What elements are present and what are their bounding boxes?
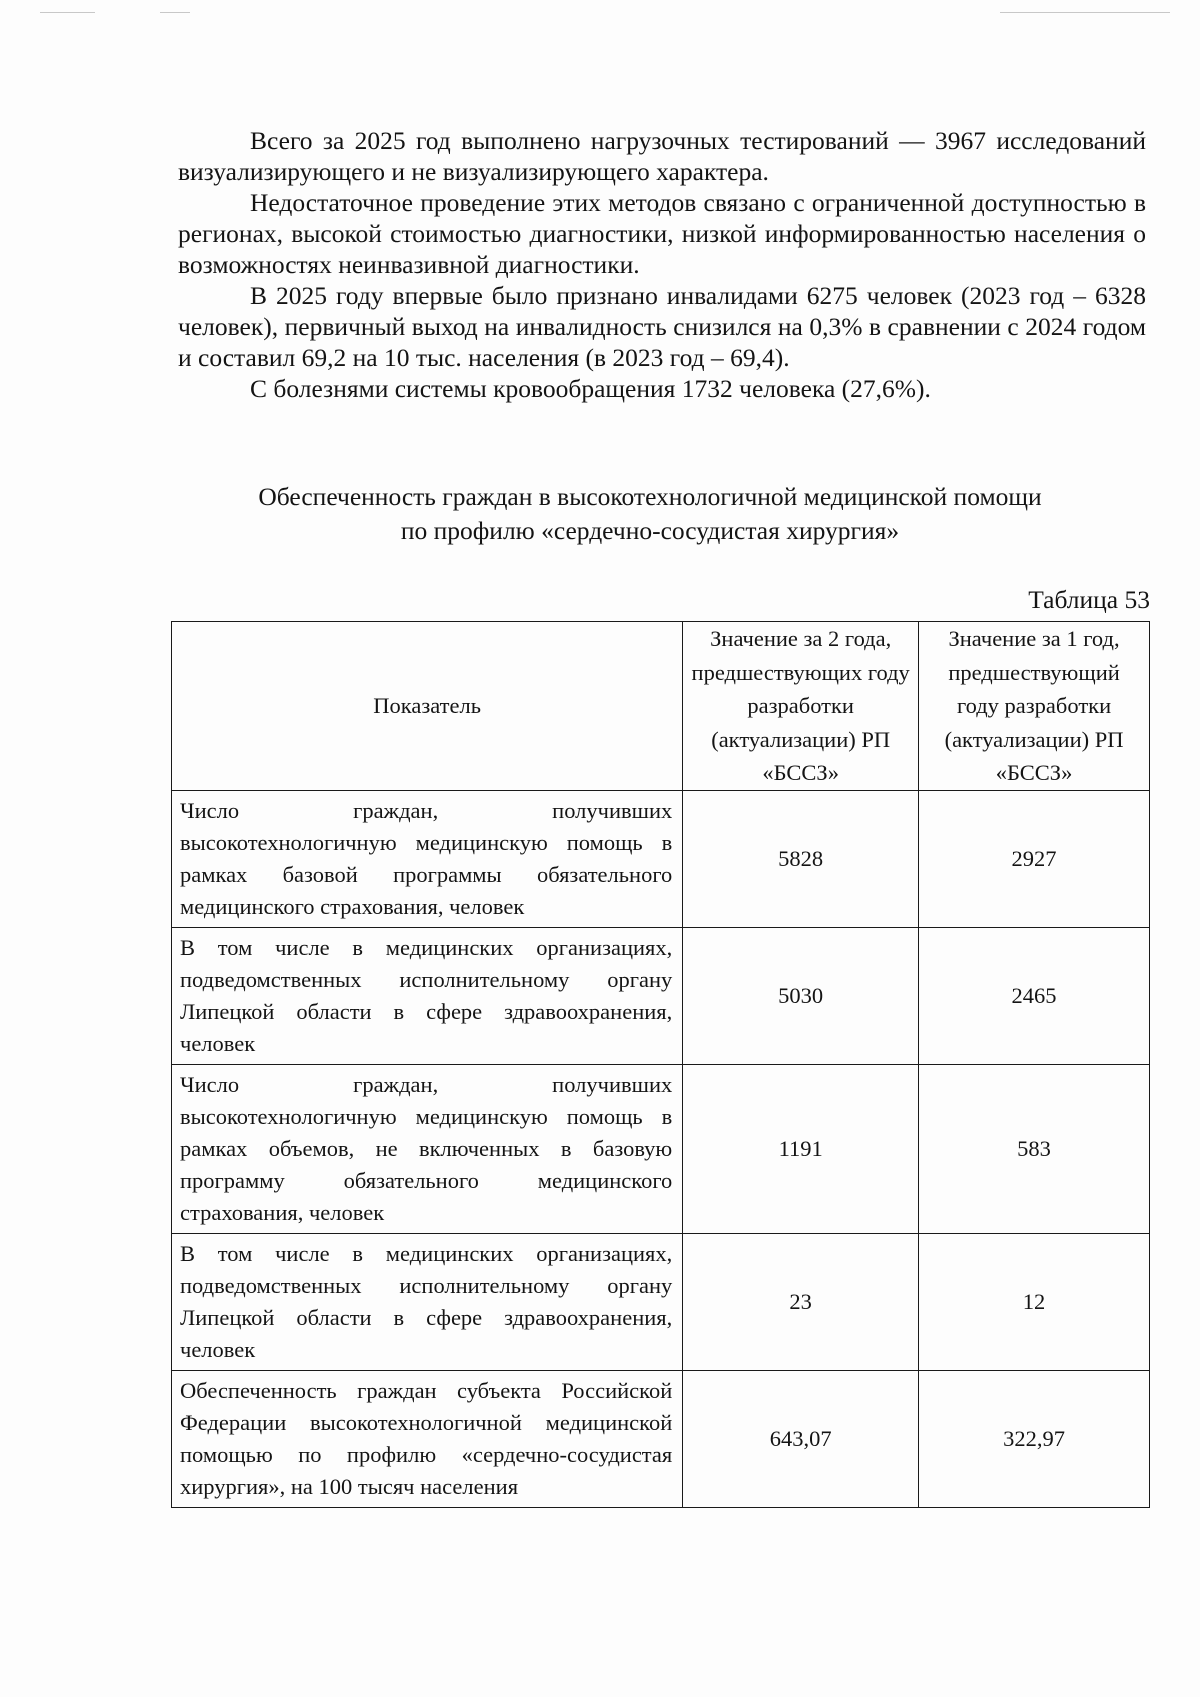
indicator-cell: В том числе в медицинских организациях, подведомственных исполнительному органу Липецкой области в сфере здравоохранения, человек bbox=[172, 1233, 683, 1370]
paragraph: Недостаточное проведение этих методов связано с ограниченной доступностью в регионах, высокой стоимостью диагностики, низкой информированностью населения о возможностях неинвазивной диагностики. bbox=[178, 188, 1146, 279]
scan-artifact bbox=[160, 12, 190, 13]
table-number: Таблица 53 bbox=[1028, 585, 1150, 614]
value-two-years: 5030 bbox=[683, 927, 919, 1064]
indicator-cell: В том числе в медицинских организациях, подведомственных исполнительному органу Липецкой области в сфере здравоохранения, человек bbox=[172, 927, 683, 1064]
value-one-year: 2465 bbox=[919, 927, 1150, 1064]
table-row bbox=[172, 790, 1150, 927]
table-row bbox=[172, 1064, 1150, 1233]
table-row bbox=[172, 1370, 1150, 1507]
header-one-year: Значение за 1 год, предшествующий году разработки (актуализации) РП «БССЗ» bbox=[919, 622, 1150, 791]
value-two-years: 23 bbox=[683, 1233, 919, 1370]
value-one-year: 2927 bbox=[919, 790, 1150, 927]
paragraph: В 2025 году впервые было признано инвалидами 6275 человек (2023 год – 6328 человек), первичный выход на инвалидность снизился на 0,3% в сравнении с 2024 годом и составил 69,2 на 10 тыс. населения (в 2023 год – 69,4). bbox=[178, 281, 1146, 372]
value-one-year: 583 bbox=[919, 1064, 1150, 1233]
indicator-cell: Обеспеченность граждан субъекта Российской Федерации высокотехнологичной медицинской помощью по профилю «сердечно-сосудистая хирургия», на 100 тысяч населения bbox=[172, 1370, 683, 1507]
paragraph: Всего за 2025 год выполнено нагрузочных тестирований — 3967 исследований визуализирующего и не визуализирующего характера. bbox=[178, 126, 1146, 186]
body-text bbox=[178, 125, 1146, 404]
value-one-year: 12 bbox=[919, 1233, 1150, 1370]
section-title bbox=[150, 480, 1150, 548]
value-two-years: 643,07 bbox=[683, 1370, 919, 1507]
table-header-row bbox=[172, 622, 1150, 791]
value-two-years: 1191 bbox=[683, 1064, 919, 1233]
paragraph: С болезнями системы кровообращения 1732 человека (27,6%). bbox=[250, 374, 931, 403]
header-two-years: Значение за 2 года, предшествующих году разработки (актуализации) РП «БССЗ» bbox=[683, 622, 919, 791]
indicator-cell: Число граждан, получивших высокотехнологичную медицинскую помощь в рамках объемов, не включенных в базовую программу обязательного медицинского страхования, человек bbox=[172, 1064, 683, 1233]
table-row bbox=[172, 1233, 1150, 1370]
scan-artifact bbox=[1000, 12, 1170, 13]
value-one-year: 322,97 bbox=[919, 1370, 1150, 1507]
scan-artifact bbox=[40, 12, 95, 13]
value-two-years: 5828 bbox=[683, 790, 919, 927]
indicator-cell: Число граждан, получивших высокотехнологичную медицинскую помощь в рамках базовой программы обязательного медицинского страхования, человек bbox=[172, 790, 683, 927]
section-title-line: Обеспеченность граждан в высокотехнологичной медицинской помощи bbox=[258, 482, 1042, 511]
data-table bbox=[171, 621, 1150, 1508]
section-title-line: по профилю «сердечно-сосудистая хирургия» bbox=[400, 516, 900, 545]
header-indicator: Показатель bbox=[172, 622, 683, 791]
table-row bbox=[172, 927, 1150, 1064]
